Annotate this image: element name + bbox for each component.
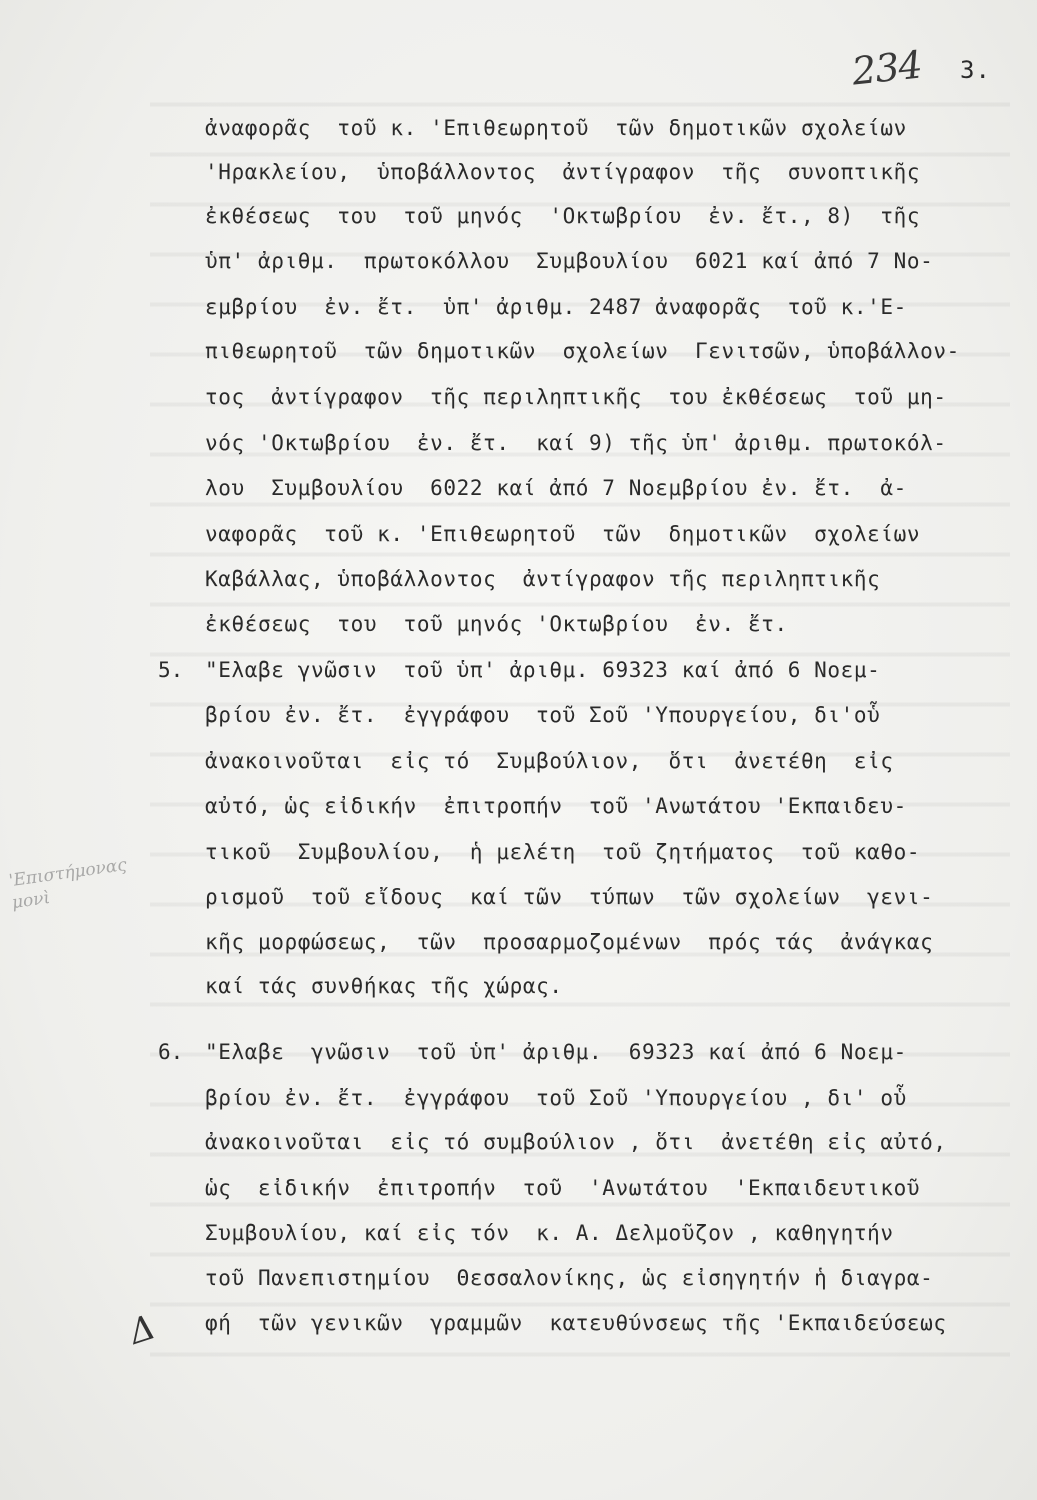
text-line: Καβάλλας, ὑποβάλλοντος ἀντίγραφον τῆς περιληπτικῆς xyxy=(205,567,881,591)
handwritten-page-number: 234 xyxy=(849,42,924,94)
item-number-6: 6. xyxy=(158,1040,184,1064)
page-number: 3. xyxy=(960,56,991,84)
text-line: ἐκθέσεως του τοῦ μηνός 'Οκτωβρίου ἐν. ἔτ., 8) τῆς xyxy=(205,204,921,228)
text-line: "Ελαβε γνῶσιν τοῦ ὑπ' ἀριθμ. 69323 καί ἀπό 6 Νοεμ- xyxy=(205,1040,907,1064)
text-line: Συμβουλίου, καί εἰς τόν κ. Α. Δελμοῦζον , καθηγητήν xyxy=(205,1221,894,1245)
item-number-5: 5. xyxy=(158,658,184,682)
text-line: πιθεωρητοῦ τῶν δημοτικῶν σχολείων Γενιτσῶν, ὑποβάλλον- xyxy=(205,339,960,363)
text-line: τοῦ Πανεπιστημίου Θεσσαλονίκης, ὡς εἰσηγητήν ἡ διαγρα- xyxy=(205,1266,934,1290)
text-line: λου Συμβουλίου 6022 καί ἀπό 7 Νοεμβρίου ἐν. ἔτ. ἀ- xyxy=(205,476,907,500)
text-line: ἀναφορᾶς τοῦ κ. 'Επιθεωρητοῦ τῶν δημοτικῶν σχολείων xyxy=(205,116,907,140)
text-line: ἀνακοινοῦται εἰς τό Συμβούλιον, ὅτι ἀνετέθη εἰς xyxy=(205,749,894,773)
text-line: 'Ηρακλείου, ὑποβάλλοντος ἀντίγραφον τῆς συνοπτικῆς xyxy=(205,160,921,184)
text-line: ἀνακοινοῦται εἰς τό συμβούλιον , ὅτι ἀνετέθη εἰς αὐτό, xyxy=(205,1130,947,1154)
text-line: νός 'Οκτωβρίου ἐν. ἔτ. καί 9) τῆς ὑπ' ἀριθμ. πρωτοκόλ- xyxy=(205,431,947,455)
handwritten-initial: Δ xyxy=(124,1307,161,1353)
text-line: ρισμοῦ τοῦ εἴδους καί τῶν τύπων τῶν σχολείων γενι- xyxy=(205,885,934,909)
text-line: φή τῶν γενικῶν γραμμῶν κατευθύνσεως τῆς 'Εκπαιδεύσεως xyxy=(205,1311,947,1335)
text-line: ὡς εἰδικήν ἐπιτροπήν τοῦ 'Ανωτάτου 'Εκπαιδευτικοῦ xyxy=(205,1176,921,1200)
text-line: "Ελαβε γνῶσιν τοῦ ὑπ' ἀριθμ. 69323 καί ἀπό 6 Νοεμ- xyxy=(205,658,881,682)
text-line: κῆς μορφώσεως, τῶν προσαρμοζομένων πρός τάς ἀνάγκας xyxy=(205,930,934,954)
text-line: βρίου ἐν. ἔτ. ἐγγράφου τοῦ Σοῦ 'Υπουργείου , δι' οὗ xyxy=(205,1086,907,1110)
text-line: βρίου ἐν. ἔτ. ἐγγράφου τοῦ Σοῦ 'Υπουργείου, δι'οὗ xyxy=(205,703,881,727)
text-line: ἐκθέσεως του τοῦ μηνός 'Οκτωβρίου ἐν. ἔτ. xyxy=(205,612,788,636)
margin-handwritten-note: 'Επιστήμονας μονὶ xyxy=(7,854,129,914)
text-line: τικοῦ Συμβουλίου, ἡ μελέτη τοῦ ζητήματος τοῦ καθο- xyxy=(205,840,921,864)
text-line: καί τάς συνθήκας τῆς χώρας. xyxy=(205,974,563,998)
text-line: ναφορᾶς τοῦ κ. 'Επιθεωρητοῦ τῶν δημοτικῶν σχολείων xyxy=(205,522,921,546)
text-line: τος ἀντίγραφον τῆς περιληπτικῆς του ἐκθέσεως τοῦ μη- xyxy=(205,385,947,409)
text-line: εμβρίου ἐν. ἔτ. ὑπ' ἀριθμ. 2487 ἀναφορᾶς τοῦ κ.'Ε- xyxy=(205,295,907,319)
text-line: ὑπ' ἀριθμ. πρωτοκόλλου Συμβουλίου 6021 καί ἀπό 7 Νο- xyxy=(205,249,934,273)
text-line: αὐτό, ὡς εἰδικήν ἐπιτροπήν τοῦ 'Ανωτάτου 'Εκπαιδευ- xyxy=(205,794,907,818)
